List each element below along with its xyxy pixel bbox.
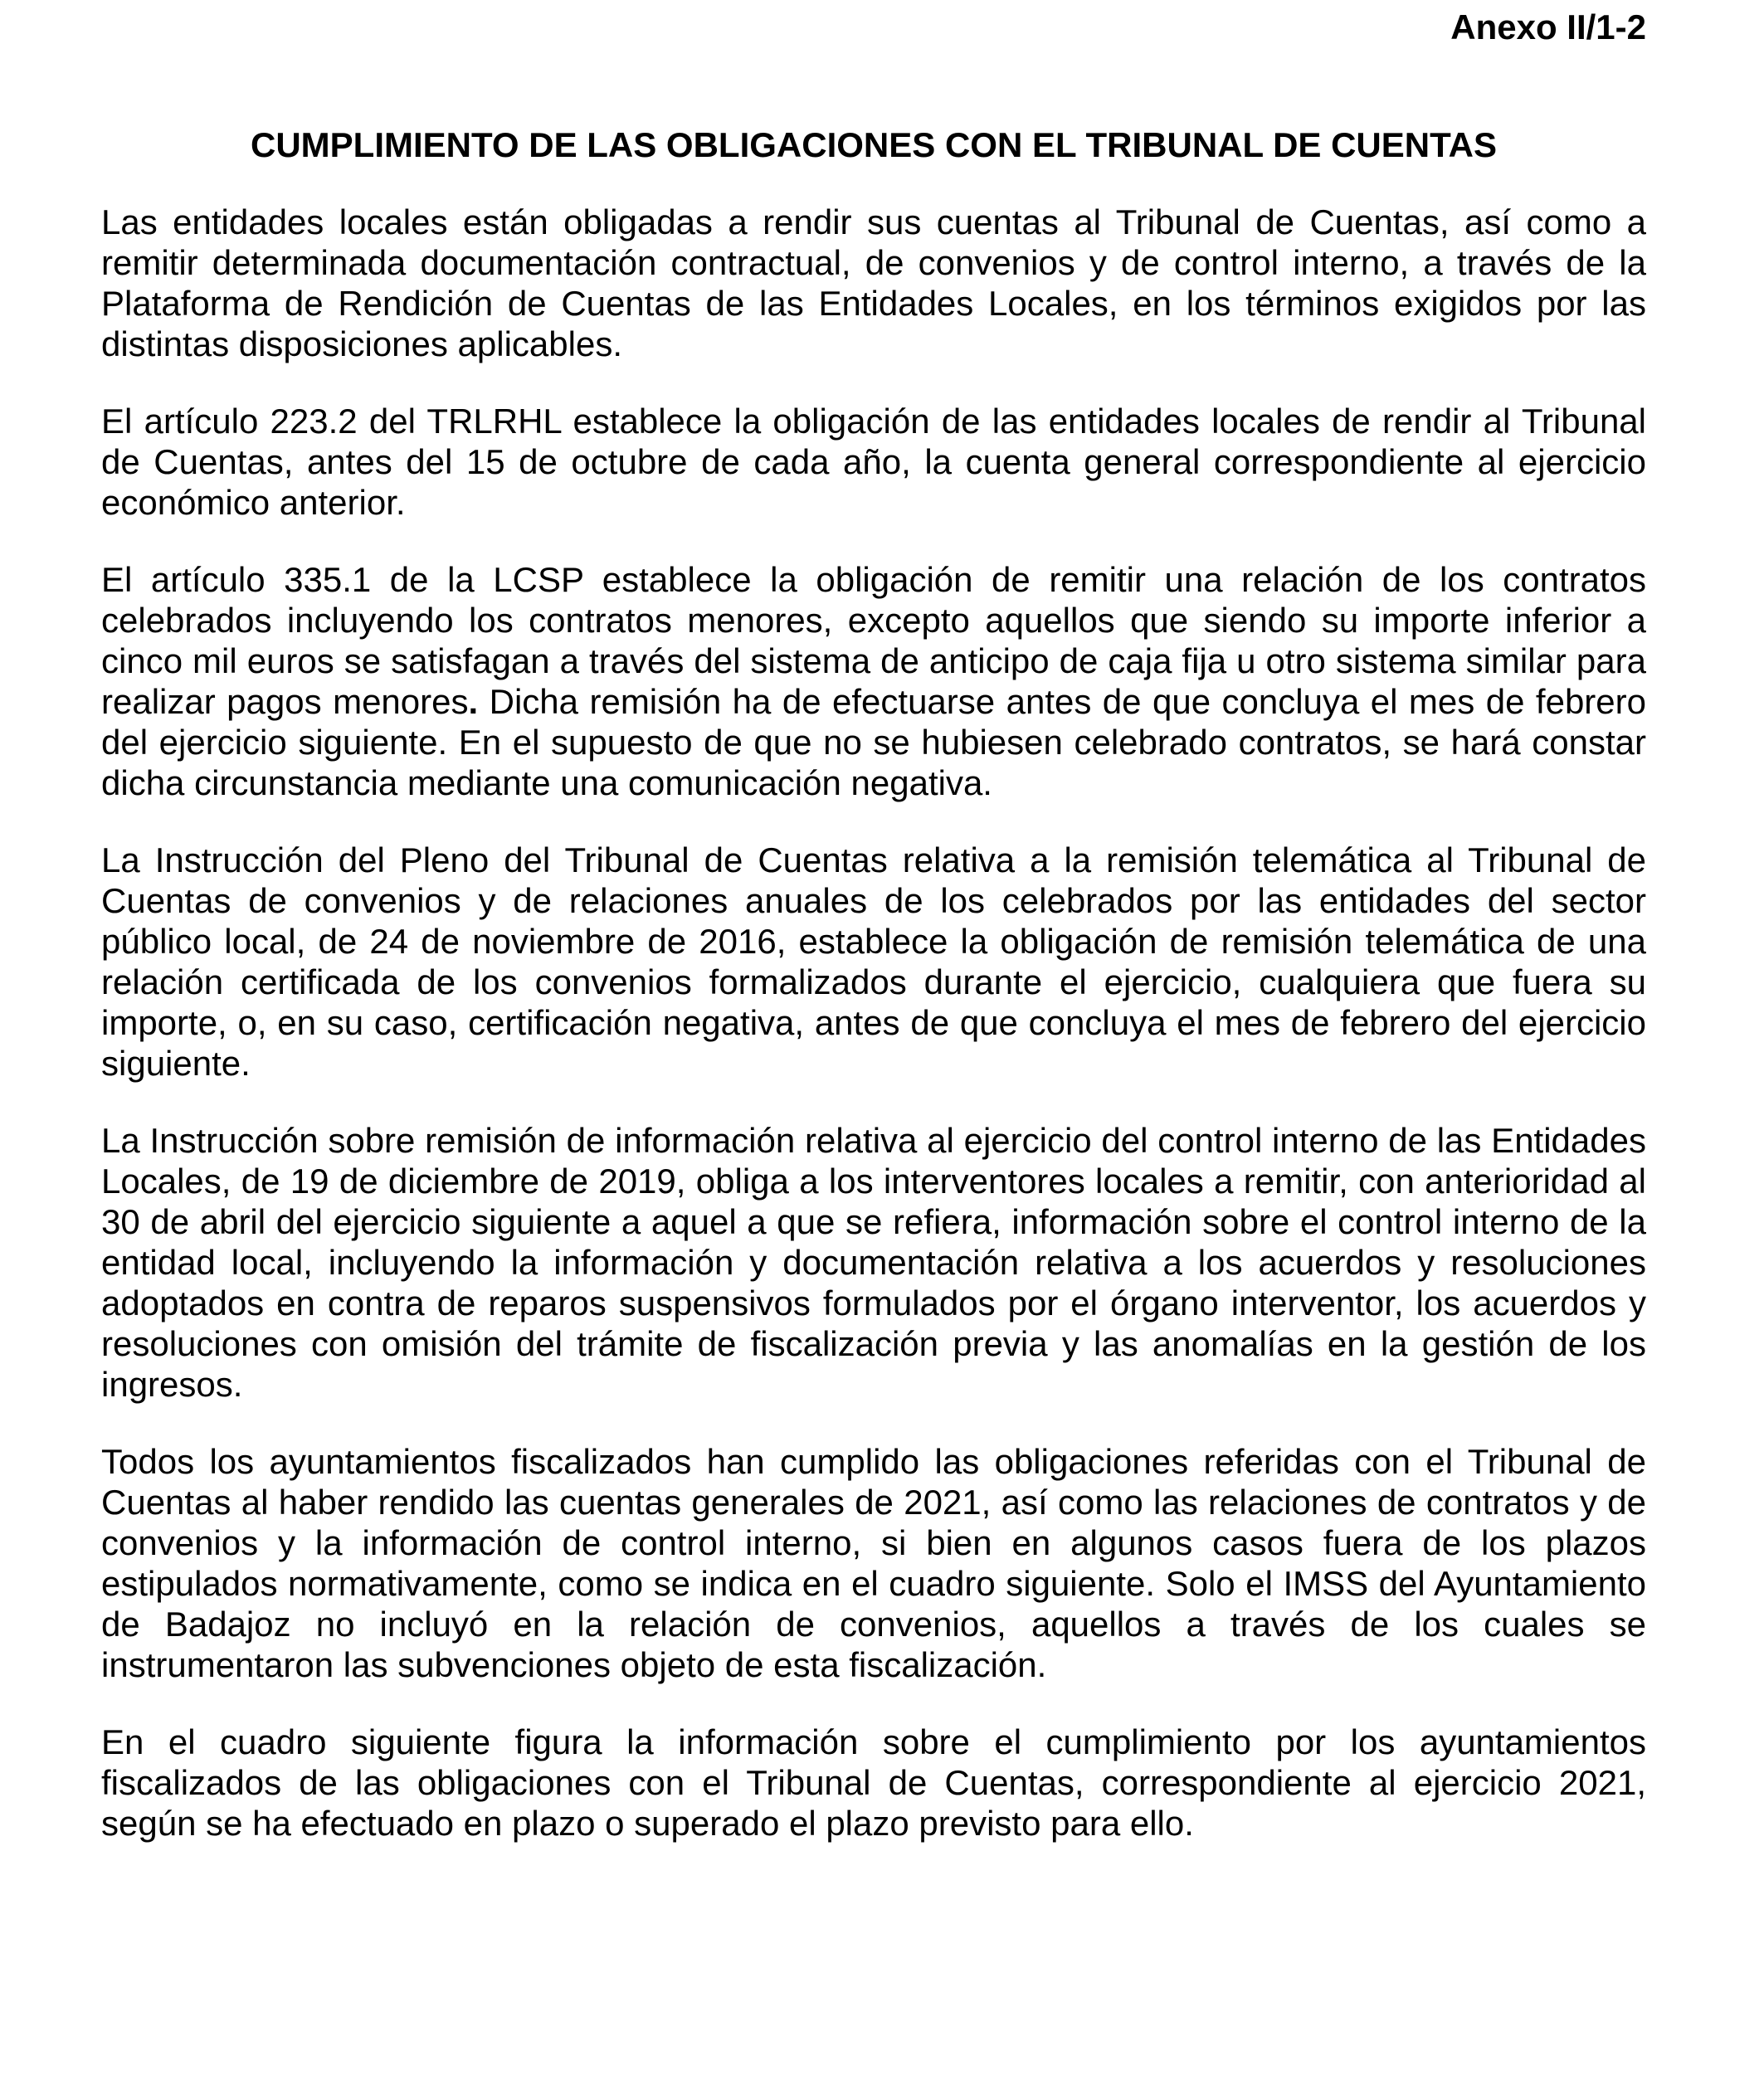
- paragraph-lcsp-text-b: Dicha remisión ha de efectuarse antes de que concluya el mes de febrero del ejercicio siguiente. En el supuesto de que no se hubiesen celebrado contratos, se hará constar dicha circunstancia mediante una comunicación negativa.: [101, 682, 1646, 802]
- paragraph-lcsp-text-a: El artículo 335.1 de la LCSP establece la obligación de remitir una relación de los contratos celebrados incluyendo los contratos menores, excepto aquellos que siendo su importe inferior a cinco mil euros se satisfagan a través del sistema de anticipo de caja fija u otro sistema similar para realizar pagos menores: [101, 560, 1646, 721]
- paragraph-lcsp-335-1: [101, 559, 1646, 803]
- paragraph-instruccion-control-interno-2019: La Instrucción sobre remisión de información relativa al ejercicio del control interno de las Entidades Locales, de 19 de diciembre de 2019, obliga a los interventores locales a remitir, con anterioridad al 30 de abril del ejercicio siguiente a aquel a que se refiera, información sobre el control interno de la entidad local, incluyendo la información y documentación relativa a los acuerdos y resoluciones adoptados en contra de reparos suspensivos formulados por el órgano interventor, los acuerdos y resoluciones con omisión del trámite de fiscalización previa y las anomalías en la gestión de los ingresos.: [101, 1121, 1646, 1404]
- paragraph-instruccion-pleno-2016: La Instrucción del Pleno del Tribunal de Cuentas relativa a la remisión telemática al Tribunal de Cuentas de convenios y de relaciones anuales de los celebrados por las entidades del sector público local, de 24 de noviembre de 2016, establece la obligación de remisión telemática de una relación certificada de los convenios formalizados durante el ejercicio, cualquiera que fuera su importe, o, en su caso, certificación negativa, antes de que concluya el mes de febrero del ejercicio siguiente.: [101, 840, 1646, 1083]
- paragraph-trlrhl-223-2: El artículo 223.2 del TRLRHL establece la obligación de las entidades locales de rendir al Tribunal de Cuentas, antes del 15 de octubre de cada año, la cuenta general correspondiente al ejercicio económico anterior.: [101, 402, 1646, 522]
- paragraph-lcsp-bold-period: .: [468, 682, 479, 721]
- annex-label: Anexo II/1-2: [1450, 7, 1646, 46]
- page-title: CUMPLIMIENTO DE LAS OBLIGACIONES CON EL TRIBUNAL DE CUENTAS: [251, 125, 1497, 164]
- paragraph-cuadro-siguiente: En el cuadro siguiente figura la información sobre el cumplimiento por los ayuntamientos fiscalizados de las obligaciones con el Tribunal de Cuentas, correspondiente al ejercicio 2021, según se ha efectuado en plazo o superado el plazo previsto para ello.: [101, 1722, 1646, 1843]
- paragraph-cumplimiento-ayuntamientos: Todos los ayuntamientos fiscalizados han cumplido las obligaciones referidas con el Tribunal de Cuentas al haber rendido las cuentas generales de 2021, así como las relaciones de contratos y de convenios y la información de control interno, si bien en algunos casos fuera de los plazos estipulados normativamente, como se indica en el cuadro siguiente. Solo el IMSS del Ayuntamiento de Badajoz no incluyó en la relación de convenios, aquellos a través de los cuales se instrumentaron las subvenciones objeto de esta fiscalización.: [101, 1442, 1646, 1684]
- paragraph-obligation-overview: Las entidades locales están obligadas a rendir sus cuentas al Tribunal de Cuentas, así como a remitir determinada documentación contractual, de convenios y de control interno, a través de la Plataforma de Rendición de Cuentas de las Entidades Locales, en los términos exigidos por las distintas disposiciones aplicables.: [101, 202, 1646, 363]
